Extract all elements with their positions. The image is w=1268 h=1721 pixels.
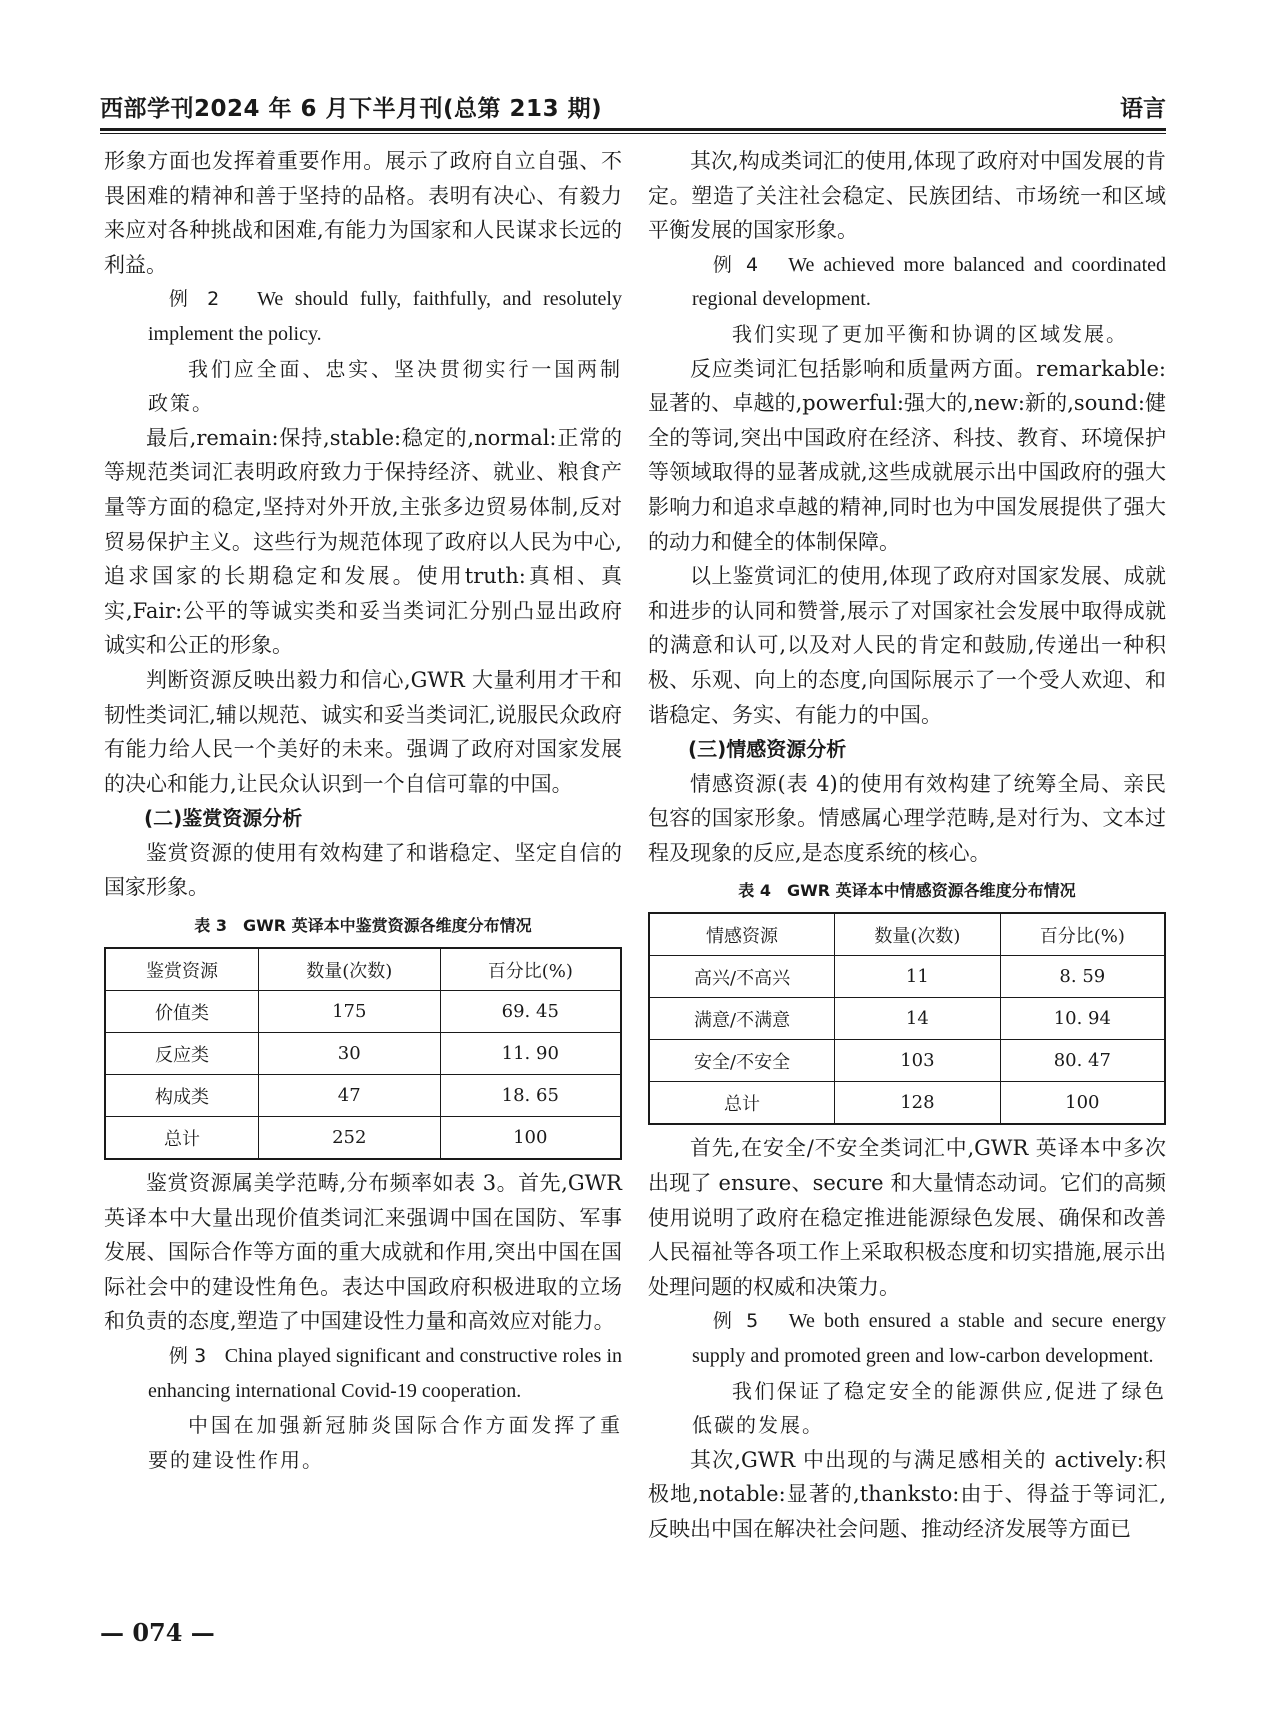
example-label: 例 4	[712, 253, 759, 276]
table-cell: 252	[258, 1117, 440, 1160]
paragraph: 最后,remain:保持,stable:稳定的,normal:正常的等规范类词汇表明政府致力于保持经济、就业、粮食产量等方面的稳定,坚持对外开放,主张多边贸易体制,反对贸易保护主义。这些行为规范体现了政府以人民为中心,追求国家的长期稳定和发展。使用truth:真相、真实,Fair:公平的等诚实类和妥当类词汇分别凸显出政府诚实和公正的形象。	[104, 425, 622, 658]
table-3-caption: 表 3 GWR 英译本中鉴赏资源各维度分布情况	[194, 916, 532, 936]
table-row	[105, 1117, 621, 1160]
table-3	[104, 947, 622, 1160]
paragraph: 判断资源反映出毅力和信心,GWR 大量利用才干和韧性类词汇,辅以规范、诚实和妥当类词汇,说服民众政府有能力给人民一个美好的未来。强调了政府对国家发展的决心和能力,让民众认识到一个自信可靠的中国。	[104, 667, 622, 796]
table-cell: 11	[835, 956, 1001, 998]
table-cell: 100	[1000, 1082, 1165, 1125]
table-cell: 反应类	[105, 1033, 258, 1075]
table-cell: 80. 47	[1000, 1040, 1165, 1082]
header-rule	[100, 128, 1166, 131]
right-column	[648, 144, 1166, 1547]
section-heading: (三)情感资源分析	[688, 737, 847, 762]
paragraph: 形象方面也发挥着重要作用。展示了政府自立自强、不畏困难的精神和善于坚持的品格。表明有决心、有毅力来应对各种挑战和困难,有能力为国家和人民谋求长远的利益。	[104, 149, 622, 277]
table-cell: 100	[440, 1117, 621, 1160]
table-row	[105, 1075, 621, 1117]
example-5-translation: 我们保证了稳定安全的能源供应,促进了绿色低碳的发展。	[692, 1378, 1166, 1438]
table-cell: 总计	[105, 1117, 258, 1160]
example-2	[104, 282, 622, 351]
table-cell: 8. 59	[1000, 956, 1165, 998]
paragraph: 首先,在安全/不安全类词汇中,GWR 英译本中多次出现了 ensure、secure 和大量情态动词。它们的高频使用说明了政府在稳定推进能源绿色发展、确保和改善人民福祉等各项工作上采取积极态度和切实措施,展示出处理问题的权威和决策力。	[648, 1136, 1166, 1299]
table-header-row	[105, 948, 621, 991]
table-cell: 30	[258, 1033, 440, 1075]
table-cell: 10. 94	[1000, 998, 1165, 1040]
table-cell: 价值类	[105, 991, 258, 1033]
example-label: 例 2	[168, 288, 220, 311]
example-3-translation: 中国在加强新冠肺炎国际合作方面发挥了重要的建设性作用。	[148, 1413, 622, 1472]
table-cell: 11. 90	[440, 1033, 621, 1075]
example-2-translation: 我们应全面、忠实、坚决贯彻实行一国两制政策。	[148, 356, 622, 416]
header-rule-thin	[100, 133, 1166, 134]
table-row	[649, 1040, 1165, 1082]
example-4-translation: 我们实现了更加平衡和协调的区域发展。	[732, 321, 1128, 346]
table-cell: 构成类	[105, 1075, 258, 1117]
left-column	[104, 144, 622, 1477]
paragraph: 以上鉴赏词汇的使用,体现了政府对国家发展、成就和进步的认同和赞誉,展示了对国家社会发展中取得成就的满意和认可,以及对人民的肯定和鼓励,传递出一种积极、乐观、向上的态度,向国际展示了一个受人欢迎、和谐稳定、务实、有能力的中国。	[648, 564, 1166, 727]
table-row	[649, 1082, 1165, 1125]
paragraph: 反应类词汇包括影响和质量两方面。remarkable:显著的、卓越的,powerful:强大的,new:新的,sound:健全的等词,突出中国政府在经济、科技、教育、环境保护等领域取得的显著成就,这些成就展示出中国政府的强大影响力和追求卓越的精神,同时也为中国发展提供了强大的动力和健全的体制保障。	[648, 356, 1166, 554]
table-cell: 安全/不安全	[649, 1040, 835, 1082]
table-cell: 14	[835, 998, 1001, 1040]
column-header: 百分比(%)	[440, 948, 621, 991]
table-4-caption: 表 4 GWR 英译本中情感资源各维度分布情况	[738, 881, 1076, 901]
section-heading: (二)鉴赏资源分析	[144, 806, 303, 831]
column-header: 数量(次数)	[835, 913, 1001, 956]
example-3	[104, 1339, 622, 1408]
example-english: China played significant and constructive roles in enhancing international Covid-19 cooperation.	[148, 1345, 622, 1402]
table-row	[105, 991, 621, 1033]
table-cell: 128	[835, 1082, 1001, 1125]
journal-title: 西部学刊2024 年 6 月下半月刊(总第 213 期)	[100, 96, 603, 122]
table-header-row	[649, 913, 1165, 956]
running-header	[100, 86, 1166, 126]
table-cell: 103	[835, 1040, 1001, 1082]
example-english: We achieved more balanced and coordinated regional development.	[692, 253, 1167, 311]
table-row	[649, 956, 1165, 998]
example-english: We both ensured a stable and secure energy supply and promoted green and low-carbon development.	[692, 1310, 1167, 1368]
column-header: 数量(次数)	[258, 948, 440, 991]
table-cell: 18. 65	[440, 1075, 621, 1117]
column-header: 情感资源	[649, 913, 835, 956]
example-label: 例 5	[712, 1310, 759, 1333]
column-header: 百分比(%)	[1000, 913, 1165, 956]
paragraph: 情感资源(表 4)的使用有效构建了统筹全局、亲民包容的国家形象。情感属心理学范畴,是对行为、文本过程及现象的反应,是态度系统的核心。	[648, 771, 1166, 865]
example-english: We should fully, faithfully, and resolutely implement the policy.	[148, 288, 622, 345]
paragraph: 其次,构成类词汇的使用,体现了政府对中国发展的肯定。塑造了关注社会稳定、民族团结、市场统一和区域平衡发展的国家形象。	[648, 149, 1166, 243]
table-row	[105, 1033, 621, 1075]
paragraph: 其次,GWR 中出现的与满足感相关的 actively:积极地,notable:显著的,thanksto:由于、得益于等词汇,反映出中国在解决社会问题、推动经济发展等方面已	[648, 1447, 1166, 1541]
table-cell: 47	[258, 1075, 440, 1117]
table-4	[648, 912, 1166, 1125]
table-cell: 69. 45	[440, 991, 621, 1033]
section-label: 语言	[1120, 96, 1166, 122]
table-cell: 高兴/不高兴	[649, 956, 835, 998]
paragraph: 鉴赏资源属美学范畴,分布频率如表 3。首先,GWR 英译本中大量出现价值类词汇来强调中国在国防、军事发展、国际合作等方面的重大成就和作用,突出中国在国际社会中的建设性角色。表达中国政府积极进取的立场和负责的态度,塑造了中国建设性力量和高效应对能力。	[104, 1171, 622, 1334]
page-number: — 074 —	[100, 1618, 215, 1647]
table-cell: 175	[258, 991, 440, 1033]
column-header: 鉴赏资源	[105, 948, 258, 991]
table-row	[649, 998, 1165, 1040]
example-label: 例 3	[168, 1345, 207, 1368]
table-cell: 满意/不满意	[649, 998, 835, 1040]
table-cell: 总计	[649, 1082, 835, 1125]
paragraph: 鉴赏资源的使用有效构建了和谐稳定、坚定自信的国家形象。	[104, 840, 622, 900]
example-4	[648, 248, 1166, 317]
example-5	[648, 1304, 1166, 1373]
